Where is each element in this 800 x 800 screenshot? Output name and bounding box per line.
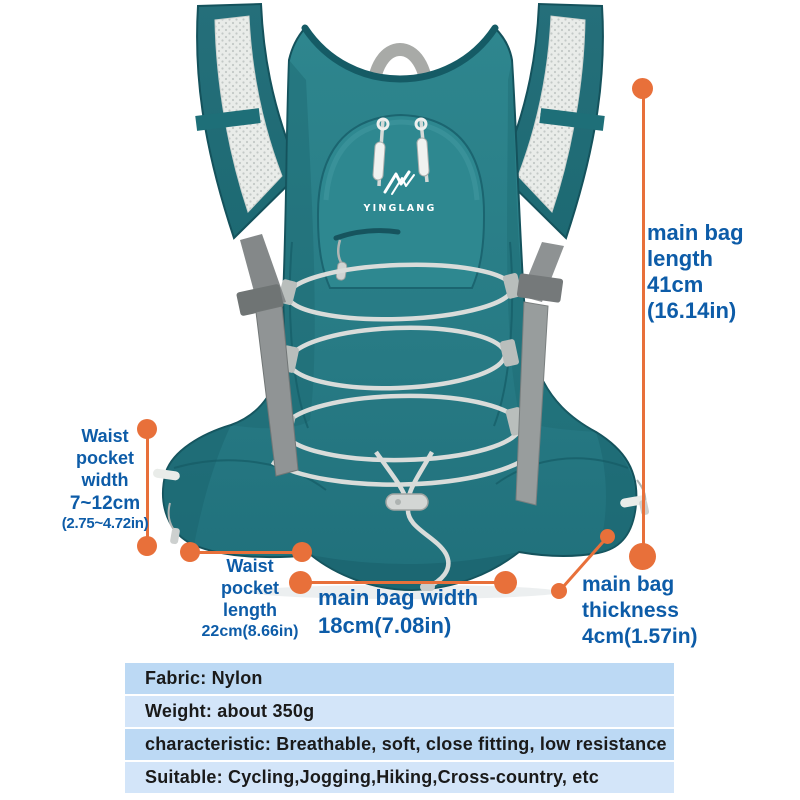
annotation-value-inches: (16.14in) <box>647 297 737 323</box>
product-image <box>140 0 660 600</box>
dimension-dot <box>629 543 656 570</box>
backpack-illustration <box>140 0 660 600</box>
annotation-line: length <box>223 599 277 620</box>
dimension-dot <box>551 583 567 599</box>
annotation-value: 7~12cm <box>69 492 141 514</box>
annotation-value: 41cm <box>647 271 704 297</box>
annotation-value-inches: (2.75~4.72in) <box>61 515 149 533</box>
annotation-line: main bag <box>647 220 744 245</box>
spec-text: characteristic: Breathable, soft, close fitting, low resistance <box>145 734 667 754</box>
spec-row-suitable <box>125 762 674 793</box>
annotation-line: length <box>647 245 713 271</box>
annotation-main-bag-length <box>647 220 744 324</box>
dimension-line-waist-pocket-length <box>190 551 302 554</box>
annotation-main-bag-width <box>318 584 478 639</box>
annotation-waist-pocket-width <box>43 426 167 533</box>
spec-row-weight <box>125 696 674 727</box>
spec-text: Fabric: Nylon <box>145 668 263 688</box>
annotation-line: pocket <box>75 447 135 468</box>
dimension-dot <box>137 536 157 556</box>
spec-text: Suitable: Cycling,Jogging,Hiking,Cross-country, etc <box>145 767 599 787</box>
annotation-value: 22cm(8.66in) <box>201 622 299 640</box>
spec-row-fabric <box>125 663 674 694</box>
annotation-line: width <box>81 469 129 490</box>
shoulder-strap-left <box>195 4 300 238</box>
annotation-waist-pocket-length <box>193 556 307 641</box>
annotation-value: 4cm(1.57in) <box>582 625 698 649</box>
dimension-line-main-bag-length <box>642 88 645 556</box>
annotation-line: main bag width <box>318 585 479 610</box>
spec-table <box>125 663 674 795</box>
annotation-line: Waist <box>81 426 129 446</box>
annotation-main-bag-thickness <box>582 572 698 650</box>
annotation-value: 18cm(7.08in) <box>318 612 452 638</box>
dimension-dot <box>494 571 517 594</box>
dimension-dot <box>600 529 615 544</box>
annotation-line: main bag <box>582 573 675 596</box>
annotation-line: pocket <box>220 577 280 598</box>
spec-row-characteristic <box>125 729 674 760</box>
brand-text: YINGLANG <box>363 203 437 214</box>
dimension-dot <box>632 78 653 99</box>
annotation-line: thickness <box>582 599 679 623</box>
annotation-line: Waist <box>226 556 274 576</box>
spec-text: Weight: about 350g <box>145 701 315 721</box>
cord-lock <box>386 494 428 510</box>
